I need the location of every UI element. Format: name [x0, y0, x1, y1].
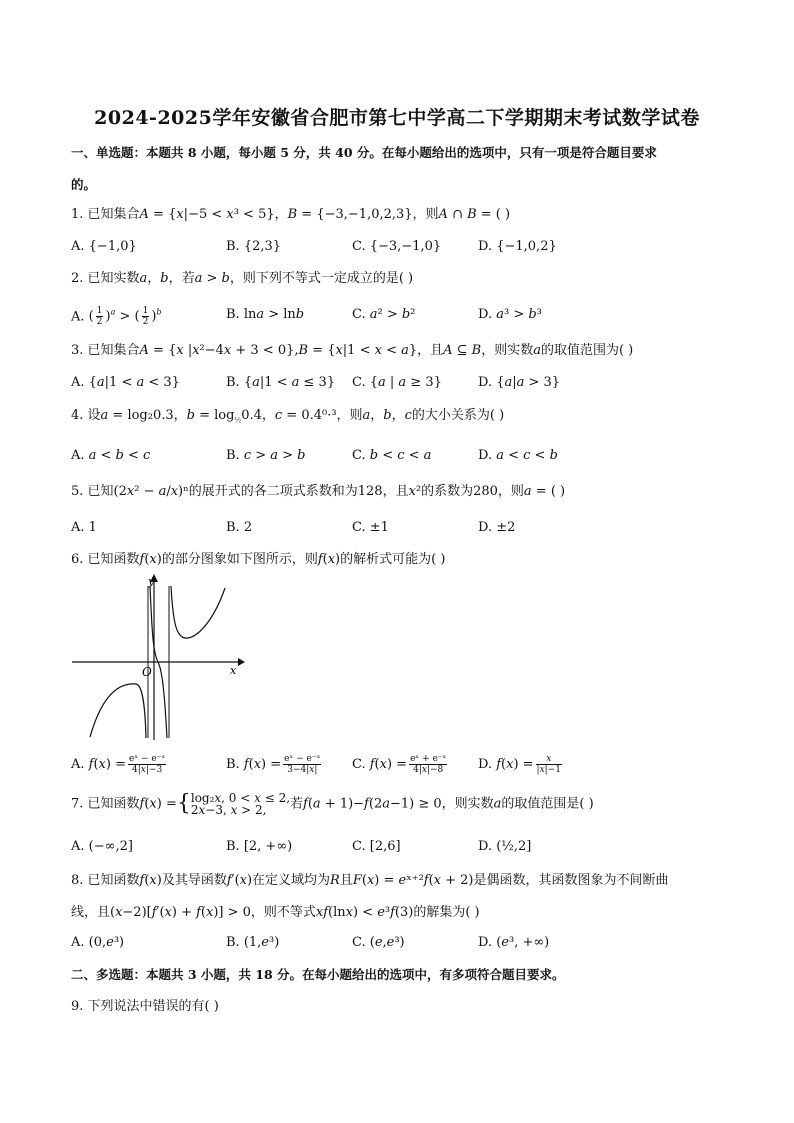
- q6-d-numerator: 𝑥: [536, 754, 562, 765]
- q4-option-b: B. 𝑐 > 𝑎 > 𝑏: [226, 448, 306, 463]
- q5-stem-suffix: 的展开式的各二项式系数和为128，且𝑥²的系数为280，则𝑎 = ( ): [188, 484, 566, 499]
- q6-option-d: [478, 754, 564, 775]
- question-7-stem: 7. 已知函数𝑓(𝑥) ={ log₂𝑥, 0 < 𝑥 ≤ 2, 2𝑥−3, 𝑥 > 2, 若𝑓(𝑎 + 1)−𝑓(2𝑎−1) ≥ 0，则实数𝑎的取值范围是( ): [71, 791, 594, 817]
- curve-left-branch: [90, 684, 146, 738]
- q7-case-2: 2𝑥−3, 𝑥 > 2,: [190, 803, 267, 817]
- q6-d-denominator: |𝑥|−1: [536, 765, 561, 775]
- question-5-stem: [71, 482, 565, 502]
- q6-option-b-prefix: B. 𝑓(𝑥) =: [226, 757, 282, 772]
- question-2-stem: 2. 已知实数𝑎，𝑏，若𝑎 > 𝑏，则下列不等式一定成立的是( ): [71, 271, 414, 286]
- q3-option-d: D. {𝑎|𝑎 > 3}: [478, 375, 561, 390]
- q6-c-numerator: eˣ + e⁻ˣ: [410, 754, 447, 764]
- function-graph: [70, 572, 245, 742]
- origin-label: O: [142, 665, 152, 679]
- q4-stem-prefix: 4. 设𝑎 = log₂0.3，𝑏 = log: [71, 408, 235, 423]
- q8-option-b: B. (1,𝑒³): [226, 935, 280, 950]
- q2-option-c: C. 𝑎² > 𝑏²: [352, 307, 416, 322]
- q2-option-a: A. ( $\frac{1}{2}$ )$^a$ > ( $\frac{1}{2}$ )$^b$: [71, 306, 162, 328]
- question-1-stem: 1. 已知集合𝐴 = {𝑥|−5 < 𝑥³ < 5}，𝐵 = {−3,−1,0,2,3}，则𝐴 ∩ 𝐵 = ( ): [71, 207, 511, 222]
- question-9-stem: 9. 下列说法中错误的有( ): [71, 999, 219, 1014]
- y-axis-label: y: [148, 575, 155, 588]
- question-3-stem: 3. 已知集合𝐴 = {𝑥 |𝑥²−4𝑥 + 3 < 0},𝐵 = {𝑥|1 < 𝑥 < 𝑎}，且𝐴 ⊆ 𝐵，则实数𝑎的取值范围为( ): [71, 343, 634, 358]
- curve-right-branch: [171, 586, 225, 638]
- q8-option-d: D. (𝑒³, +∞): [478, 935, 550, 950]
- q4-option-c: C. 𝑏 < 𝑐 < 𝑎: [352, 448, 432, 463]
- section1-header-cont: 的。: [71, 177, 97, 192]
- q3-option-c: C. {𝑎 | 𝑎 ≥ 3}: [352, 375, 442, 390]
- x-axis-label: x: [230, 664, 237, 677]
- page-title: 2024-2025学年安徽省合肥市第七中学高二下学期期末考试数学试卷: [94, 107, 700, 129]
- q1-option-a: A. {−1,0}: [71, 239, 137, 254]
- q7-stem-prefix: 7. 已知函数𝑓(𝑥) =: [71, 796, 177, 812]
- question-4-stem: [71, 406, 504, 431]
- question-8-stem-line1: 8. 已知函数𝑓(𝑥)及其导函数𝑓′(𝑥)在定义域均为𝑅且𝐹(𝑥) = 𝑒ˣ⁺²𝑓(𝑥 + 2)是偶函数，其函数图象为不间断曲: [71, 873, 669, 888]
- q6-option-c: [352, 754, 449, 775]
- q5-option-b: B. 2: [226, 520, 253, 535]
- q5-option-c: C. ±1: [352, 520, 389, 535]
- q7-case-1: log₂𝑥, 0 < 𝑥 ≤ 2,: [190, 791, 291, 805]
- q3-option-a: A. {𝑎|1 < 𝑎 < 3}: [71, 375, 180, 390]
- q7-option-d: D. (½,2]: [478, 839, 532, 854]
- q6-a-numerator: eˣ − e⁻ˣ: [128, 754, 166, 764]
- q1-option-c: C. {−3,−1,0}: [352, 239, 442, 254]
- q2-option-d: D. 𝑎³ > 𝑏³: [478, 307, 542, 322]
- q5-option-d: D. ±2: [478, 520, 516, 535]
- q7-option-b: B. [2, +∞): [226, 839, 293, 854]
- x-axis-arrow: [238, 658, 245, 666]
- q8-option-c: C. (𝑒,𝑒³): [352, 935, 405, 950]
- q7-stem-suffix: 若𝑓(𝑎 + 1)−𝑓(2𝑎−1) ≥ 0，则实数𝑎的取值范围是( ): [290, 796, 594, 812]
- q6-option-b: [226, 754, 323, 775]
- q7-option-a: A. (−∞,2]: [71, 839, 133, 854]
- section1-header: 一、单选题：本题共 8 小题，每小题 5 分，共 40 分。在每小题给出的选项中，只有一项是符合题目要求: [71, 145, 657, 160]
- q6-option-d-prefix: D. 𝑓(𝑥) =: [478, 757, 534, 772]
- q6-option-a: [71, 754, 168, 775]
- q5-option-a: A. 1: [71, 520, 97, 535]
- q2-option-a-prefix: A.: [71, 309, 85, 325]
- q2-option-b: B. ln𝑎 > ln𝑏: [226, 307, 305, 322]
- q4-log-base: ½: [234, 416, 242, 425]
- q1-option-b: B. {2,3}: [226, 239, 282, 254]
- q5-stem-prefix: 5. 已知: [71, 484, 114, 499]
- q6-b-numerator: eˣ − e⁻ˣ: [284, 754, 321, 764]
- q4-stem-suffix: 0.4，𝑐 = 0.4⁰·³，则𝑎，𝑏，𝑐的大小关系为( ): [241, 408, 505, 423]
- question-8-stem-line2: 线，且(𝑥−2)[𝑓′(𝑥) + 𝑓(𝑥)] > 0，则不等式𝑥𝑓(ln𝑥) < 𝑒³𝑓(3)的解集为( ): [71, 905, 480, 920]
- question-6-stem: 6. 已知函数𝑓(𝑥)的部分图象如下图所示，则𝑓(𝑥)的解析式可能为( ): [71, 552, 446, 567]
- q3-option-b: B. {𝑎|1 < 𝑎 ≤ 3}: [226, 375, 336, 390]
- q6-option-a-prefix: A. 𝑓(𝑥) =: [71, 757, 126, 772]
- q4-option-d: D. 𝑎 < 𝑐 < 𝑏: [478, 448, 558, 463]
- q1-option-d: D. {−1,0,2}: [478, 239, 557, 254]
- q6-option-c-prefix: C. 𝑓(𝑥) =: [352, 757, 408, 772]
- q6-b-denominator: 3−4|𝑥|: [287, 765, 318, 775]
- section2-header: 二、多选题：本题共 3 小题，共 18 分。在每小题给出的选项中，有多项符合题目要求。: [71, 967, 565, 982]
- q7-option-c: C. [2,6]: [352, 839, 401, 854]
- q4-option-a: A. 𝑎 < 𝑏 < 𝑐: [71, 448, 151, 463]
- q6-a-denominator: 4|𝑥|−3: [132, 765, 163, 775]
- q8-option-a: A. (0,𝑒³): [71, 935, 125, 950]
- q6-c-denominator: 4|𝑥|−8: [413, 765, 444, 775]
- q5-expression: (2𝑥² − 𝑎/𝑥)ⁿ: [113, 484, 189, 499]
